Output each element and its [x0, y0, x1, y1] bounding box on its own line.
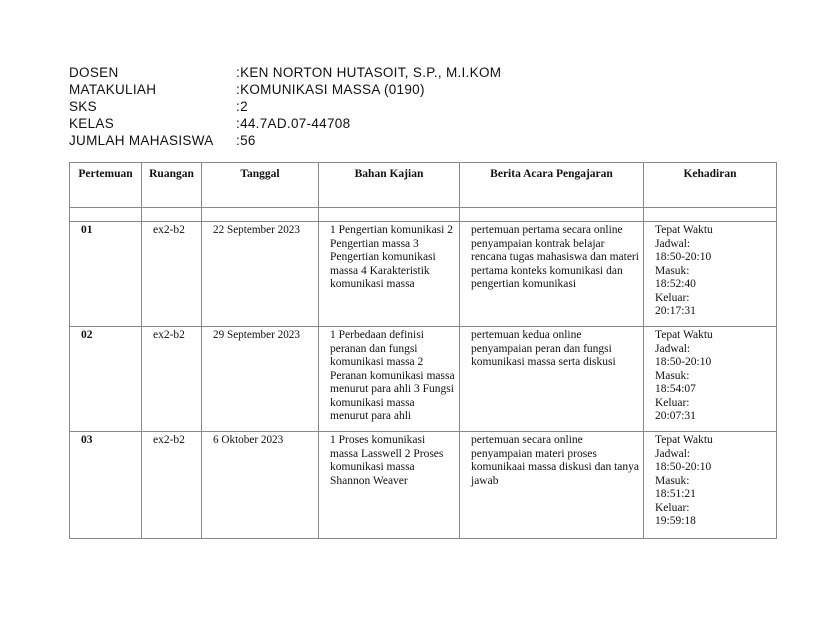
cell-ruangan: ex2-b2	[142, 222, 202, 327]
cell-ruangan: ex2-b2	[142, 432, 202, 539]
checkin-value: 18:54:07	[655, 383, 696, 395]
cell-berita-acara: pertemuan secara online penyampaian materi proses komunikaai massa diskusi dan tanya jawab	[460, 432, 644, 539]
cell-pertemuan: 03	[70, 432, 142, 539]
schedule-value: 18:50-20:10	[655, 461, 712, 473]
info-value: : 56	[236, 132, 256, 149]
schedule-value: 18:50-20:10	[655, 251, 712, 263]
schedule-label: Jadwal:	[655, 447, 691, 460]
attendance-status: Tepat Waktu	[655, 224, 713, 236]
info-value: : 44.7AD.07-44708	[236, 115, 350, 132]
cell-berita-acara: pertemuan pertama secara online penyampaian kontrak belajar rencana tugas mahasiswa dan materi pertama konteks komunikasi dan pengertian komunikasi	[460, 222, 644, 327]
table-row	[70, 327, 777, 432]
info-value: : KOMUNIKASI MASSA (0190)	[236, 81, 425, 98]
checkout-value: 20:17:31	[655, 305, 696, 317]
info-label: DOSEN	[69, 65, 119, 80]
cell-tanggal: 22 September 2023	[202, 222, 319, 327]
schedule-label: Jadwal:	[655, 342, 691, 355]
checkout-value: 20:07:31	[655, 410, 696, 422]
cell-ruangan: ex2-b2	[142, 327, 202, 432]
schedule-label: Jadwal:	[655, 237, 691, 250]
col-header-bahan-kajian: Bahan Kajian	[319, 163, 460, 208]
checkout-label: Keluar:	[655, 501, 690, 514]
cell-berita-acara: pertemuan kedua online penyampaian peran dan fungsi komunikasi massa serta diskusi	[460, 327, 644, 432]
checkout-label: Keluar:	[655, 396, 690, 409]
col-header-pertemuan: Pertemuan	[70, 163, 142, 208]
checkin-label: Masuk:	[655, 264, 690, 277]
table-spacer-row	[70, 208, 777, 222]
checkin-label: Masuk:	[655, 369, 690, 382]
checkout-label: Keluar:	[655, 291, 690, 304]
table-row	[70, 432, 777, 539]
cell-tanggal: 6 Oktober 2023	[202, 432, 319, 539]
info-value: : 2	[236, 98, 248, 115]
cell-kehadiran	[644, 222, 777, 327]
info-value: : KEN NORTON HUTASOIT, S.P., M.I.KOM	[236, 64, 501, 81]
cell-bahan-kajian: 1 Pengertian komunikasi 2 Pengertian massa 3 Pengertian komunikasi massa 4 Karakteristik komunikasi massa	[319, 222, 460, 327]
table-row	[70, 222, 777, 327]
info-label: JUMLAH MAHASISWA	[69, 133, 214, 148]
course-info	[69, 64, 501, 149]
cell-bahan-kajian: 1 Perbedaan definisi peranan dan fungsi komunikasi massa 2 Peranan komunikasi massa menurut para ahli 3 Fungsi komunikasi massa menurut para ahli	[319, 327, 460, 432]
cell-kehadiran	[644, 327, 777, 432]
checkin-value: 18:52:40	[655, 278, 696, 290]
col-header-tanggal: Tanggal	[202, 163, 319, 208]
info-row-dosen	[69, 64, 501, 81]
schedule-value: 18:50-20:10	[655, 356, 712, 368]
attendance-status: Tepat Waktu	[655, 329, 713, 341]
checkin-value: 18:51:21	[655, 488, 696, 500]
attendance-status: Tepat Waktu	[655, 434, 713, 446]
cell-kehadiran	[644, 432, 777, 539]
info-label: SKS	[69, 99, 97, 114]
cell-pertemuan: 02	[70, 327, 142, 432]
cell-bahan-kajian: 1 Proses komunikasi massa Lasswell 2 Proses komunikasi massa Shannon Weaver	[319, 432, 460, 539]
cell-pertemuan: 01	[70, 222, 142, 327]
info-row-kelas	[69, 115, 501, 132]
checkin-label: Masuk:	[655, 474, 690, 487]
table-header-row	[70, 163, 777, 208]
info-label: KELAS	[69, 116, 115, 131]
col-header-ruangan: Ruangan	[142, 163, 202, 208]
info-row-jumlah-mahasiswa	[69, 132, 501, 149]
col-header-berita-acara: Berita Acara Pengajaran	[460, 163, 644, 208]
info-row-sks	[69, 98, 501, 115]
cell-tanggal: 29 September 2023	[202, 327, 319, 432]
info-row-matakuliah	[69, 81, 501, 98]
meeting-table	[69, 162, 777, 539]
checkout-value: 19:59:18	[655, 515, 696, 527]
info-label: MATAKULIAH	[69, 82, 157, 97]
col-header-kehadiran: Kehadiran	[644, 163, 777, 208]
